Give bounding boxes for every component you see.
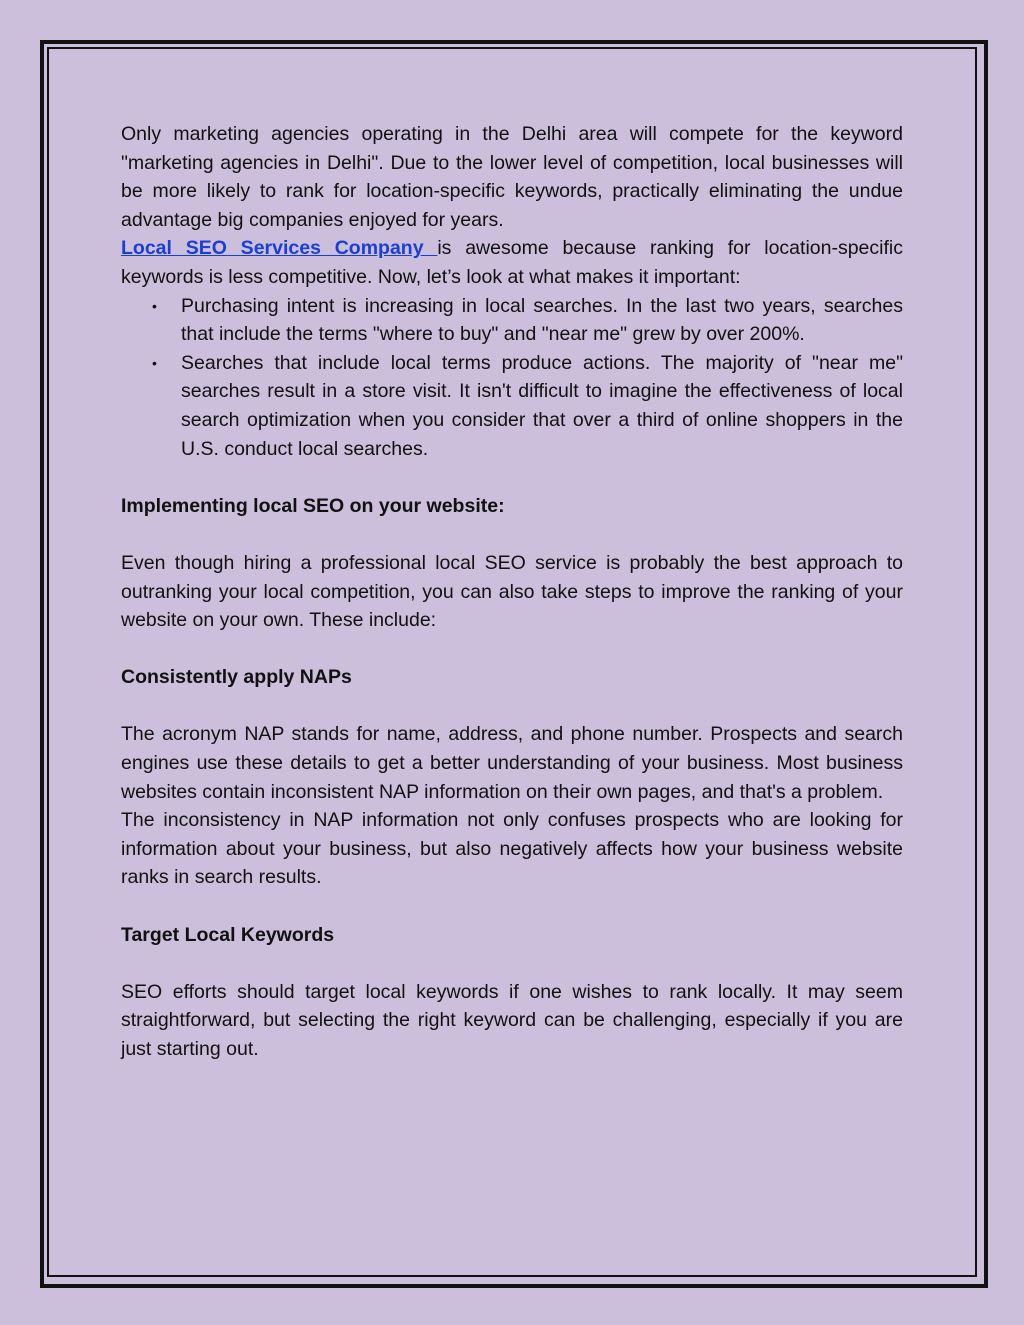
spacer xyxy=(121,635,903,664)
intro-paragraph: Only marketing agencies operating in the Delhi area will compete for the keyword "marketing agencies in Delhi". Due to the lower level of competition, local businesses will be more likely to rank for location-specific keywords, practically eliminating the undue advantage big companies enjoyed for years. xyxy=(121,123,903,231)
list-item xyxy=(152,349,903,463)
local-seo-services-link[interactable]: Local SEO Services Company xyxy=(121,237,438,260)
list-item-text: Searches that include local terms produce actions. The majority of "near me" searches result in a store visit. It isn't difficult to imagine the effectiveness of local search optimization when you consider that over a third of online shoppers in the U.S. conduct local searches. xyxy=(181,351,903,460)
heading-implementing-local-seo: Implementing local SEO on your website: xyxy=(121,494,505,517)
heading-consistently-apply-naps: Consistently apply NAPs xyxy=(121,666,352,689)
spacer xyxy=(121,520,903,549)
nap-paragraph: The acronym NAP stands for name, address, and phone number. Prospects and search engines use these details to get a better understanding of your business. Most business websites contain inconsistent NAP information on their own pages, and that's a problem. xyxy=(121,723,903,803)
spacer xyxy=(121,892,903,921)
heading-target-local-keywords: Target Local Keywords xyxy=(121,923,335,946)
link-paragraph-text: is awesome because ranking for location-specific keywords is less competitive. Now, let’s look at what makes it important: xyxy=(121,237,903,288)
list-item-text: Purchasing intent is increasing in local searches. In the last two years, searches that include the terms "where to buy" and "near me" grew by over 200%. xyxy=(181,294,903,346)
spacer xyxy=(121,692,903,721)
spacer xyxy=(121,949,903,978)
list-item xyxy=(152,292,903,349)
keywords-paragraph: SEO efforts should target local keywords if one wishes to rank locally. It may seem straightforward, but selecting the right keyword can be challenging, especially if you are just starting out. xyxy=(121,980,903,1060)
nap-inconsistency-paragraph: The inconsistency in NAP information not only confuses prospects who are looking for information about your business, but also negatively affects how your business website ranks in search results. xyxy=(121,809,903,889)
link-paragraph xyxy=(121,234,903,291)
document-body xyxy=(121,120,903,1064)
bullet-icon: • xyxy=(152,354,157,371)
bullet-icon: • xyxy=(152,297,157,314)
approach-paragraph: Even though hiring a professional local SEO service is probably the best approach to outranking your local competition, you can also take steps to improve the ranking of your website on your own. These include: xyxy=(121,551,903,632)
spacer xyxy=(121,463,903,492)
importance-list xyxy=(121,292,903,464)
